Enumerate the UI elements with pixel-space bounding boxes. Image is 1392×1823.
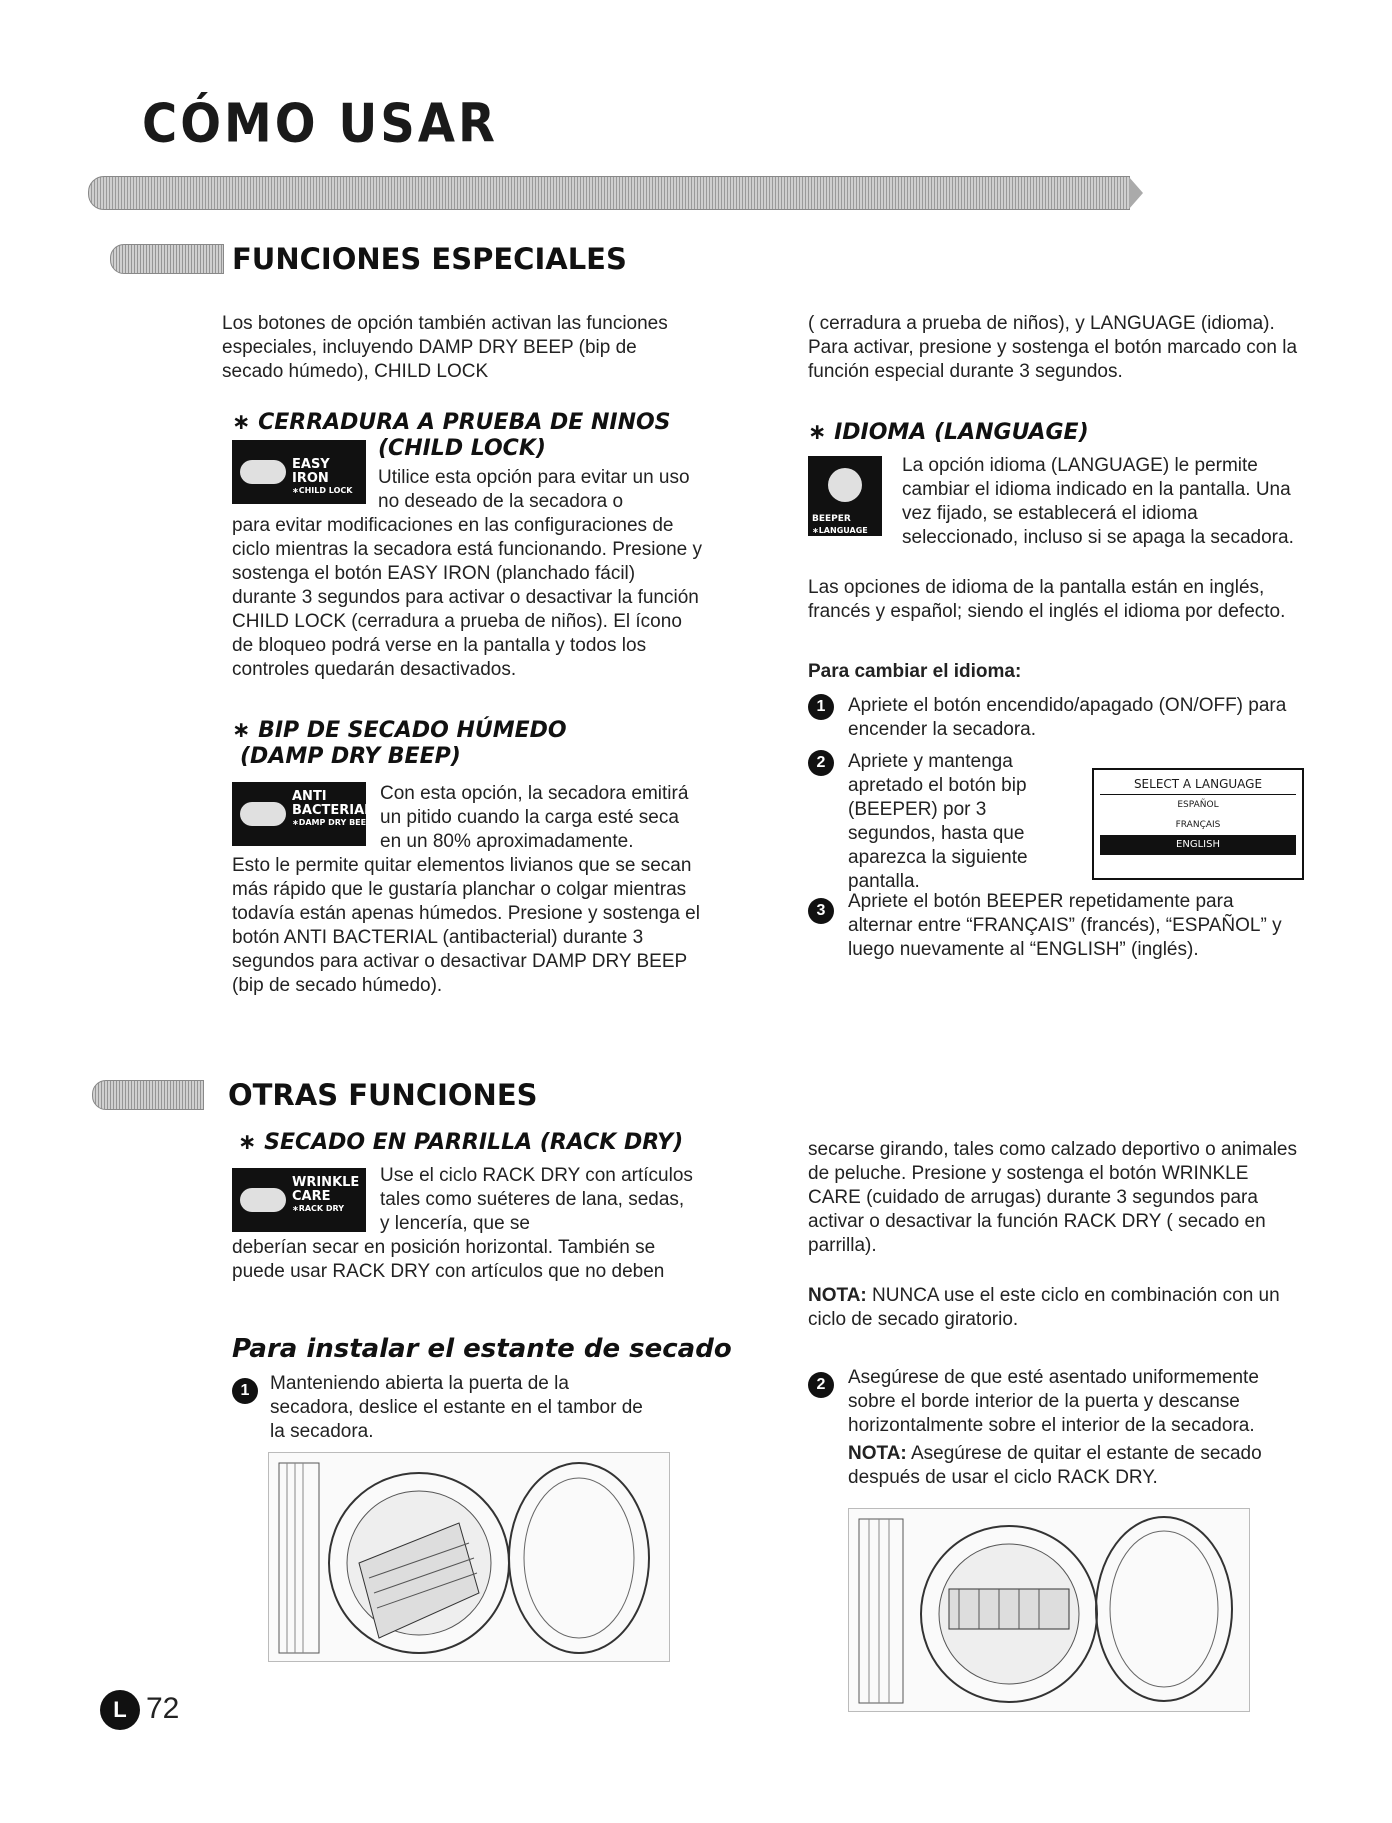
child-lock-text-1: Utilice esta opción para evitar un uso no deseado de la secadora o bbox=[378, 467, 690, 512]
install-rack-heading: Para instalar el estante de secado bbox=[232, 1334, 732, 1364]
intro-left: Los botones de opción también activan las funciones especiales, incluyendo DAMP DRY BEEP (bip de secado húmedo), CHILD LOCK bbox=[222, 313, 668, 382]
child-lock-heading-2: (CHILD LOCK) bbox=[378, 436, 546, 461]
note-label: NOTA: bbox=[808, 1285, 867, 1306]
wrinkle-care-button-image bbox=[232, 1168, 366, 1232]
step-number-3: 3 bbox=[808, 898, 834, 924]
lg-logo-icon: L bbox=[100, 1690, 140, 1730]
note-label: NOTA: bbox=[848, 1443, 907, 1464]
damp-dry-heading-2: (DAMP DRY BEEP) bbox=[240, 744, 461, 769]
lcd-option-english: ENGLISH bbox=[1100, 835, 1296, 855]
language-display-screen bbox=[1092, 768, 1304, 880]
header-banner bbox=[88, 176, 1130, 210]
button-round-icon bbox=[828, 468, 862, 502]
button-pill-icon bbox=[240, 460, 286, 484]
dryer-rack-insert-illustration bbox=[268, 1452, 670, 1662]
dryer-open-door-drawing bbox=[269, 1453, 669, 1661]
easy-iron-button-image bbox=[232, 440, 366, 504]
step-number-2: 2 bbox=[808, 1372, 834, 1398]
dryer-rack-seated-illustration bbox=[848, 1508, 1250, 1712]
step-number-1: 1 bbox=[808, 694, 834, 720]
btn-sublabel: ∗LANGUAGE bbox=[812, 526, 868, 535]
lang-step-1: Apriete el botón encendido/apagado (ON/OFF) para encender la secadora. bbox=[848, 695, 1287, 740]
rack-dry-note bbox=[808, 1284, 1298, 1332]
section-title-funciones-especiales: FUNCIONES ESPECIALES bbox=[232, 242, 627, 276]
section-title-otras-funciones: OTRAS FUNCIONES bbox=[228, 1078, 538, 1112]
step-number-2: 2 bbox=[808, 750, 834, 776]
rack-dry-text-2: deberían secar en posición horizontal. También se puede usar RACK DRY con artículos que no deben bbox=[232, 1237, 665, 1282]
btn-sublabel: ∗CHILD LOCK bbox=[292, 486, 353, 495]
btn-label: BEEPER bbox=[812, 514, 851, 524]
note-text: Asegúrese de quitar el estante de secado después de usar el ciclo RACK DRY. bbox=[848, 1443, 1262, 1488]
install-step-2: Asegúrese de que esté asentado uniformemente sobre el borde interior de la puerta y descanse horizontalmente sobre el interior de la secadora. bbox=[848, 1367, 1259, 1436]
section-tab-decoration bbox=[92, 1080, 204, 1110]
rack-dry-heading: ∗ SECADO EN PARRILLA (RACK DRY) bbox=[238, 1130, 684, 1155]
page-title: CÓMO USAR bbox=[142, 92, 498, 155]
anti-bacterial-button-image bbox=[232, 782, 373, 846]
btn-label-2: BACTERIAL bbox=[292, 803, 373, 818]
dryer-rack-seated-drawing bbox=[849, 1509, 1249, 1711]
language-text-2: Las opciones de idioma de la pantalla están en inglés, francés y español; siendo el inglés el idioma por defecto. bbox=[808, 577, 1286, 622]
btn-sublabel: ∗RACK DRY bbox=[292, 1204, 345, 1213]
lang-step-2: Apriete y mantenga apretado el botón bip (BEEPER) por 3 segundos, hasta que aparezca la siguiente pantalla. bbox=[848, 751, 1028, 892]
btn-label-2: CARE bbox=[292, 1189, 331, 1204]
rack-dry-text-1: Use el ciclo RACK DRY con artículos tales como suéteres de lana, sedas, y lencería, que se bbox=[380, 1165, 693, 1234]
language-heading: ∗ IDIOMA (LANGUAGE) bbox=[808, 420, 1089, 445]
rack-dry-text-3: secarse girando, tales como calzado deportivo o animales de peluche. Presione y sostenga el botón WRINKLE CARE (cuidado de arrugas) durante 3 segundos para activar o desactivar la función RACK DRY ( secado en parrilla). bbox=[808, 1139, 1297, 1256]
section-tab-decoration bbox=[110, 244, 224, 274]
page-number: 72 bbox=[146, 1692, 180, 1725]
lcd-option-francais: FRANÇAIS bbox=[1175, 820, 1221, 830]
beeper-button-image bbox=[808, 456, 882, 536]
btn-label: ANTI bbox=[292, 789, 327, 804]
damp-dry-heading: ∗ BIP DE SECADO HÚMEDO bbox=[232, 718, 567, 743]
lcd-title: SELECT A LANGUAGE bbox=[1100, 774, 1296, 795]
note-text: NUNCA use el este ciclo en combinación con un ciclo de secado giratorio. bbox=[808, 1285, 1280, 1330]
step-number-1: 1 bbox=[232, 1378, 258, 1404]
lang-step-3: Apriete el botón BEEPER repetidamente para alternar entre “FRANÇAIS” (francés), “ESPAÑOL” y luego nuevamente al “ENGLISH” (inglés). bbox=[848, 891, 1282, 960]
button-pill-icon bbox=[240, 1188, 286, 1212]
install-note bbox=[848, 1442, 1298, 1490]
btn-sublabel: ∗DAMP DRY BEEP bbox=[292, 818, 372, 827]
language-text-1: La opción idioma (LANGUAGE) le permite cambiar el idioma indicado en la pantalla. Una vez fijado, se establecerá el idioma seleccionado, incluso si se apaga la secadora. bbox=[902, 455, 1294, 548]
btn-label: WRINKLE bbox=[292, 1175, 360, 1190]
intro-right: ( cerradura a prueba de niños), y LANGUAGE (idioma). Para activar, presione y sostenga el botón marcado con la función especial durante 3 segundos. bbox=[808, 313, 1298, 382]
child-lock-text-2: para evitar modificaciones en las configuraciones de ciclo mientras la secadora está funcionando. Presione y sostenga el botón EASY IRON (planchado fácil) durante 3 segundos para activar o desactivar la función CHILD LOCK (cerradura a prueba de niños). El ícono de bloqueo podrá verse en la pantalla y todos los controles quedarán desactivados. bbox=[232, 515, 702, 680]
damp-dry-text-1: Con esta opción, la secadora emitirá un pitido cuando la carga esté seca en un 80% aproximadamente. bbox=[380, 783, 689, 852]
button-pill-icon bbox=[240, 802, 286, 826]
btn-label: EASY IRON bbox=[292, 457, 330, 486]
change-language-label: Para cambiar el idioma: bbox=[808, 661, 1022, 682]
damp-dry-text-2: Esto le permite quitar elementos livianos que se secan más rápido que le gustaría planchar o colgar mientras todavía están apenas húmedos. Presione y sostenga el botón ANTI BACTERIAL (antibacterial) durante 3 segundos para activar o desactivar DAMP DRY BEEP (bip de secado húmedo). bbox=[232, 855, 700, 996]
lcd-option-espanol: ESPAÑOL bbox=[1177, 800, 1219, 810]
install-step-1: Manteniendo abierta la puerta de la secadora, deslice el estante en el tambor de la secadora. bbox=[270, 1373, 643, 1442]
child-lock-heading: ∗ CERRADURA A PRUEBA DE NINOS bbox=[232, 410, 671, 435]
